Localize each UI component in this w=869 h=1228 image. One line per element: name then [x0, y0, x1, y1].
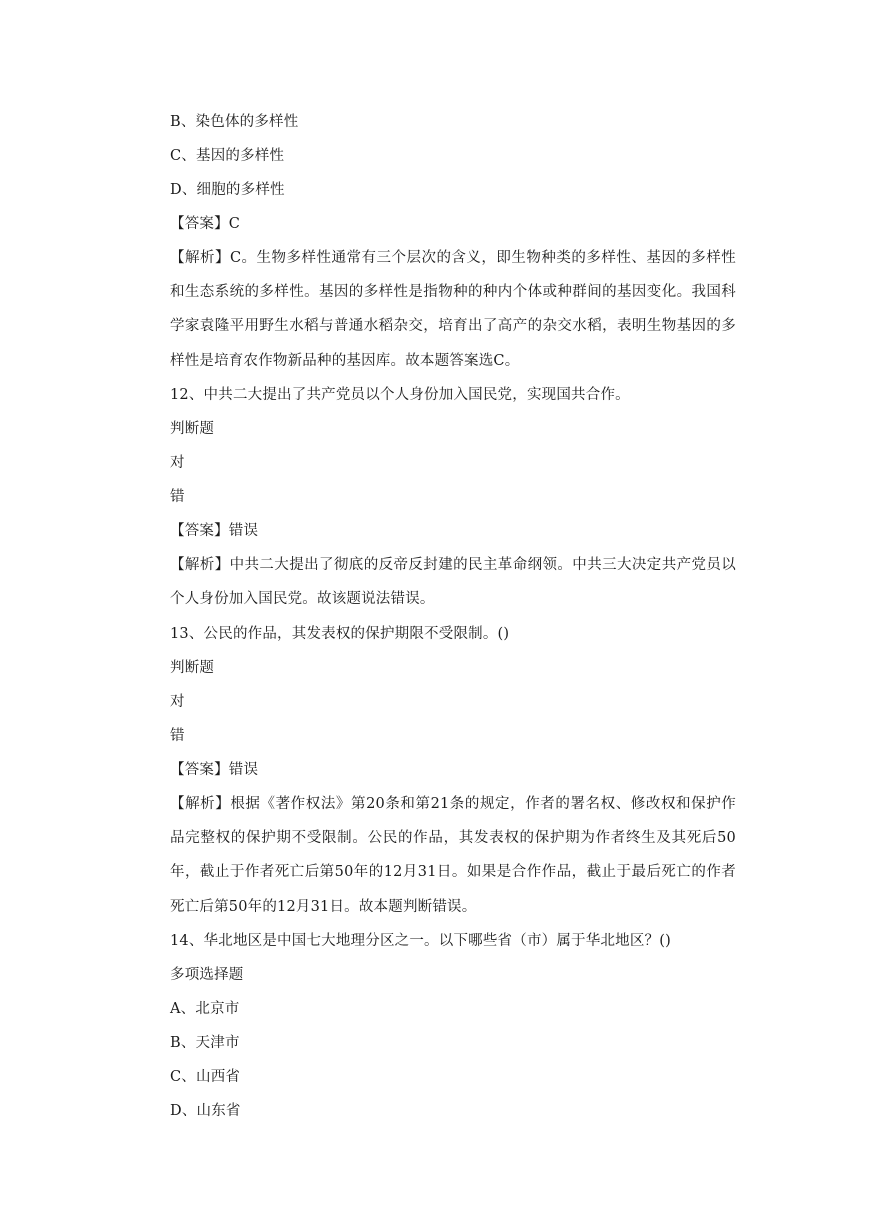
q13-type: 判断题: [170, 660, 215, 676]
q11-answer: 【答案】C: [170, 216, 241, 232]
q13-analysis: 【解析】根据《著作权法》第20条和第21条的规定，作者的署名权、修改权和保护作品完整权的保护期不受限制。公民的作品，其发表权的保护期为作者终生及其死后50年，截止于作者死亡后第50年的12月31日。如果是合作作品，截止于最后死亡的作者死亡后第50年的12月31日。故本题判断错误。: [170, 796, 736, 915]
q14-option-c: C、山西省: [170, 1069, 241, 1085]
q12-question: 12、中共二大提出了共产党员以个人身份加入国民党，实现国共合作。: [170, 387, 630, 403]
q12-option-false: 错: [170, 489, 185, 505]
q11-option-b: B、染色体的多样性: [170, 114, 299, 130]
q14-type: 多项选择题: [170, 967, 244, 983]
q13-question: 13、公民的作品，其发表权的保护期限不受限制。(): [170, 626, 510, 642]
q13-option-true: 对: [170, 694, 185, 710]
q12-type: 判断题: [170, 421, 215, 437]
q12-option-true: 对: [170, 455, 185, 471]
q11-option-c: C、基因的多样性: [170, 148, 285, 164]
q11-analysis: 【解析】C。生物多样性通常有三个层次的含义，即生物种类的多样性、基因的多样性和生态系统的多样性。基因的多样性是指物种的种内个体或种群间的基因变化。我国科学家袁隆平用野生水稻与普通水稻杂交，培育出了高产的杂交水稻，表明生物基因的多样性是培育农作物新品种的基因库。故本题答案选C。: [170, 250, 736, 369]
q14-option-d: D、山东省: [170, 1103, 241, 1119]
q13-answer: 【答案】错误: [170, 762, 259, 778]
q14-option-a: A、北京市: [170, 1001, 240, 1017]
q14-question: 14、华北地区是中国七大地理分区之一。以下哪些省（市）属于华北地区？(): [170, 933, 671, 949]
q14-option-b: B、天津市: [170, 1035, 240, 1051]
q12-analysis: 【解析】中共二大提出了彻底的反帝反封建的民主革命纲领。中共三大决定共产党员以个人身份加入国民党。故该题说法错误。: [170, 557, 736, 608]
q13-option-false: 错: [170, 728, 185, 744]
q11-option-d: D、细胞的多样性: [170, 182, 285, 198]
q12-answer: 【答案】错误: [170, 523, 259, 539]
